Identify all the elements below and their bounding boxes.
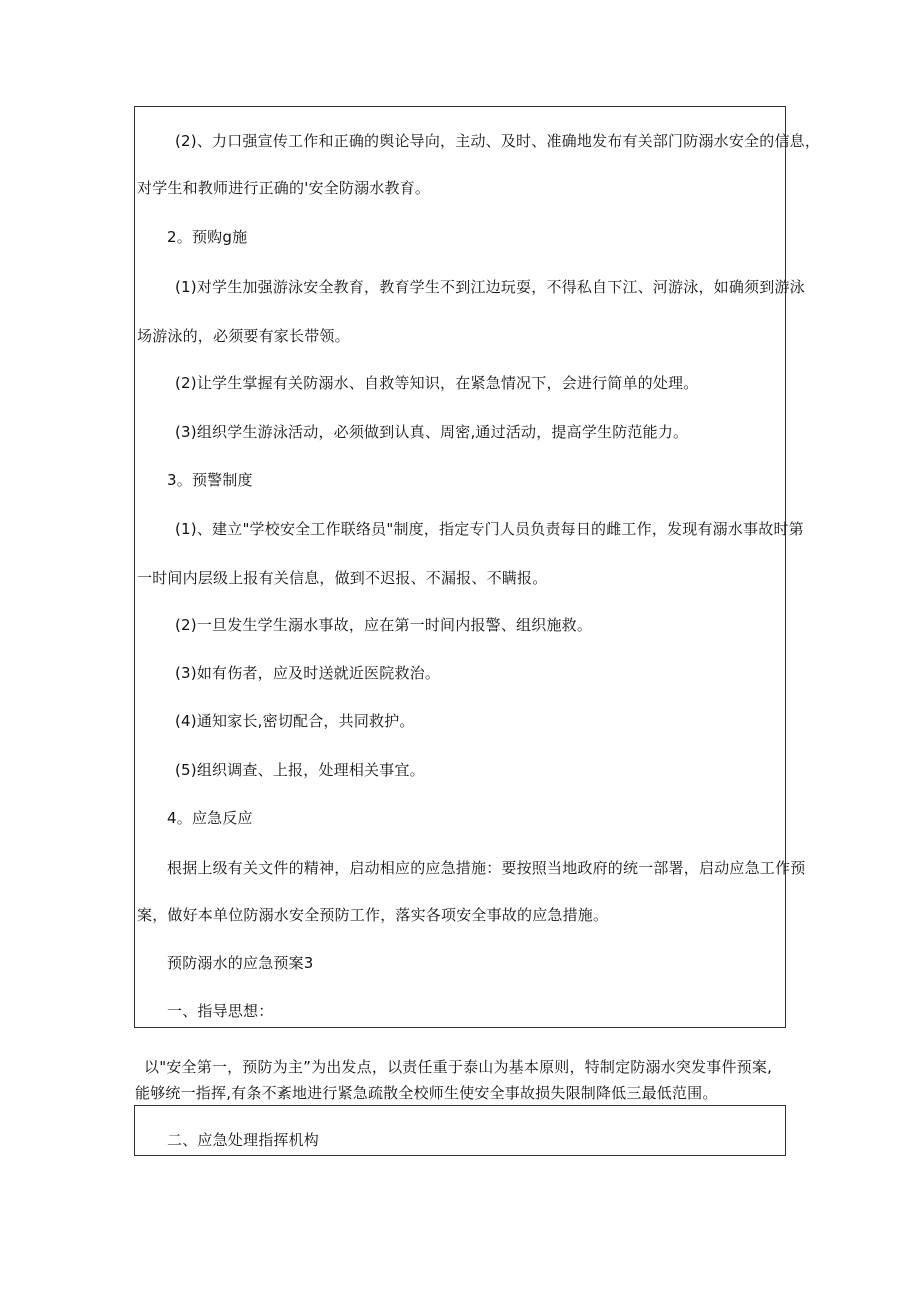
- document-title: 预防溺水的应急预案3: [167, 954, 314, 972]
- paragraph-line: (4)通知家长,密切配合，共同救护。: [175, 712, 415, 730]
- paragraph-line: 能够统一指挥,有条不紊地进行紧急疏散全校师生使安全事故损失限制降低三最低范围。: [135, 1084, 718, 1102]
- paragraph-line: (1)对学生加强游泳安全教育，教育学生不到江边玩耍，不得私自下江、河游泳，如确须到游泳: [175, 278, 805, 296]
- paragraph-line: (2)让学生掌握有关防溺水、自救等知识，在紧急情况下，会进行简单的处理。: [175, 374, 699, 392]
- paragraph-line: 案，做好本单位防溺水安全预防工作，落实各项安全事故的应急措施。: [137, 906, 609, 924]
- section-heading: 二、应急处理指挥机构: [167, 1131, 320, 1149]
- paragraph-line: (5)组织调查、上报，处理相关事宜。: [175, 761, 425, 779]
- section-heading: 4。应急反应: [167, 809, 253, 827]
- section-heading: 一、指导思想：: [167, 1002, 274, 1020]
- paragraph-line: (2)、力口强宣传工作和正确的舆论导向，主动、及时、准确地发布有关部门防溺水安全的信息，: [175, 132, 821, 150]
- paragraph-line: (2)一旦发生学生溺水事故，应在第一时间内报警、组织施救。: [175, 616, 593, 634]
- paragraph-line: 对学生和教师进行正确的'安全防溺水教育。: [137, 179, 431, 197]
- paragraph-line: 根据上级有关文件的精神，启动相应的应急措施：要按照当地政府的统一部署，启动应急工作预: [167, 859, 806, 877]
- content-table-2: [134, 1105, 786, 1156]
- section-heading: 2。预购g施: [167, 228, 248, 246]
- paragraph-line: 一时间内层级上报有关信息，做到不迟报、不漏报、不瞒报。: [137, 569, 548, 587]
- paragraph-line: 以"安全第一，预防为主”为出发点，以责任重于泰山为基本原则，特制定防溺水突发事件预案,: [144, 1058, 773, 1076]
- paragraph-line: (3)组织学生游泳活动，必须做到认真、周密,通过活动，提高学生防范能力。: [175, 423, 689, 441]
- paragraph-line: 场游泳的，必须要有家长带领。: [137, 327, 350, 345]
- content-table-1: [134, 106, 821, 1028]
- section-heading: 3。预警制度: [167, 471, 253, 489]
- paragraph-line: (3)如有伤者，应及时送就近医院救治。: [175, 664, 441, 682]
- paragraph-line: (1)、建立"学校安全工作联络员"制度，指定专门人员负责每日的雌工作，发现有溺水事故时第: [175, 520, 804, 538]
